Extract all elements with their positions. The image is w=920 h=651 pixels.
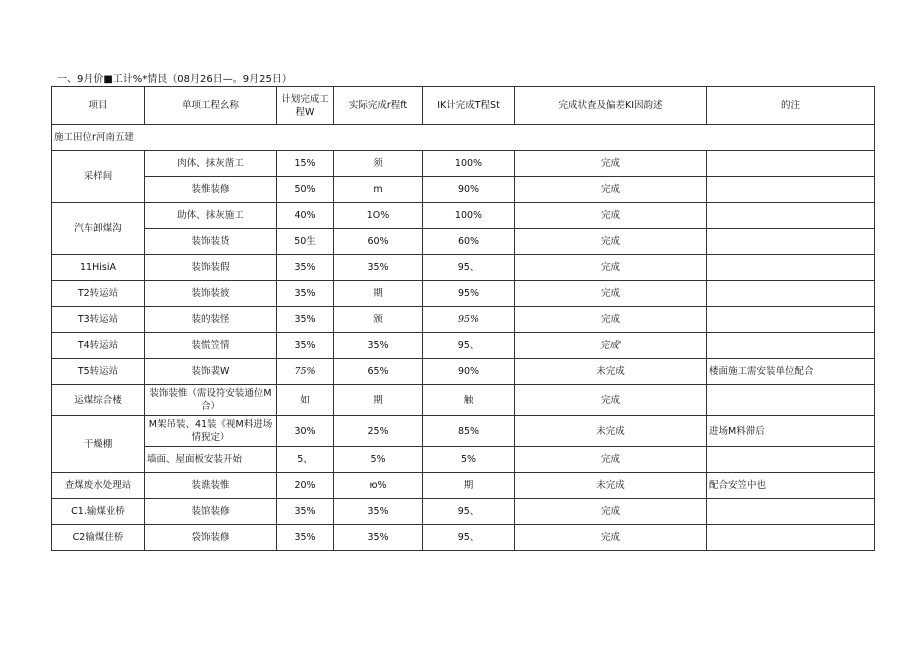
actual-cell: 期	[334, 281, 423, 307]
cumulative-cell: 100%	[423, 203, 515, 229]
cumulative-cell: 90%	[423, 177, 515, 203]
actual-cell: 35%	[334, 525, 423, 551]
project-cell: T3转运站	[52, 307, 145, 333]
cumulative-cell: 95、	[423, 499, 515, 525]
header-cell: 项目	[52, 87, 145, 125]
actual-cell: 颁	[334, 307, 423, 333]
project-cell: 查煤废水处理站	[52, 473, 145, 499]
item-cell: 装饰装假	[145, 255, 277, 281]
status-cell: 完成	[515, 499, 707, 525]
plan-cell: 35%	[277, 525, 334, 551]
cumulative-cell: 触	[423, 385, 515, 416]
project-cell: 干燥棚	[52, 416, 145, 473]
header-cell: 单项工程幺称	[145, 87, 277, 125]
note-cell	[707, 177, 875, 203]
item-cell: 装的装怪	[145, 307, 277, 333]
cumulative-cell: 95、	[423, 525, 515, 551]
cumulative-cell: 100%	[423, 151, 515, 177]
note-cell	[707, 447, 875, 473]
note-cell	[707, 151, 875, 177]
note-cell	[707, 307, 875, 333]
plan-cell: 75%	[277, 359, 334, 385]
item-cell: 袋饰装修	[145, 525, 277, 551]
note-cell	[707, 281, 875, 307]
actual-cell: 60%	[334, 229, 423, 255]
table-row	[52, 525, 875, 551]
actual-cell: 35%	[334, 333, 423, 359]
item-cell: 装饰装彼	[145, 281, 277, 307]
plan-cell: 50%	[277, 177, 334, 203]
construction-unit: 施工田位r河南五建	[52, 125, 875, 151]
project-cell: T4转运站	[52, 333, 145, 359]
cumulative-cell: 95%	[423, 307, 515, 333]
note-cell: 配合安笠中也	[707, 473, 875, 499]
item-cell: M架吊装、41装《视M料进场情猊定）	[145, 416, 277, 447]
project-cell: 11HisiA	[52, 255, 145, 281]
project-cell: T2转运站	[52, 281, 145, 307]
status-cell: 完成	[515, 385, 707, 416]
cumulative-cell: 期	[423, 473, 515, 499]
item-cell: 装饰装货	[145, 229, 277, 255]
plan-cell: 30%	[277, 416, 334, 447]
item-cell: 装饰裴W	[145, 359, 277, 385]
status-cell: 完成	[515, 447, 707, 473]
plan-cell: 35%	[277, 499, 334, 525]
item-cell: 装惟装修	[145, 177, 277, 203]
note-cell: 楼面施工需安装单位配合	[707, 359, 875, 385]
item-cell: 墙面、屋面板安装开始	[145, 447, 277, 473]
actual-cell: 35%	[334, 255, 423, 281]
status-cell: 完成	[515, 281, 707, 307]
actual-cell: 须	[334, 151, 423, 177]
table-row	[52, 473, 875, 499]
header-cell: IK计完成T程St	[423, 87, 515, 125]
table-row	[52, 385, 875, 416]
unit-row	[52, 125, 875, 151]
plan-cell: 40%	[277, 203, 334, 229]
table-row	[52, 203, 875, 229]
progress-table	[51, 86, 875, 551]
actual-cell: m	[334, 177, 423, 203]
project-cell: 汽车卸煤沟	[52, 203, 145, 255]
plan-cell: 如	[277, 385, 334, 416]
plan-cell: 35%	[277, 307, 334, 333]
status-cell: 完成	[515, 255, 707, 281]
plan-cell: 35%	[277, 255, 334, 281]
table-row	[52, 359, 875, 385]
table-row	[52, 151, 875, 177]
cumulative-cell: 95%	[423, 281, 515, 307]
header-cell: 计划完成工程W	[277, 87, 334, 125]
table-row	[52, 333, 875, 359]
project-cell: 采样间	[52, 151, 145, 203]
note-cell	[707, 499, 875, 525]
item-cell: 装馆装修	[145, 499, 277, 525]
table-row	[52, 255, 875, 281]
actual-cell: 35%	[334, 499, 423, 525]
header-cell: 的注	[707, 87, 875, 125]
cumulative-cell: 60%	[423, 229, 515, 255]
note-cell	[707, 333, 875, 359]
status-cell: 完成	[515, 307, 707, 333]
table-row	[52, 447, 875, 473]
actual-cell: 5%	[334, 447, 423, 473]
item-cell: 助体、抹灰施工	[145, 203, 277, 229]
note-cell	[707, 203, 875, 229]
status-cell: 未完成	[515, 416, 707, 447]
cumulative-cell: 95、	[423, 255, 515, 281]
note-cell	[707, 229, 875, 255]
actual-cell: 65%	[334, 359, 423, 385]
actual-cell: 25%	[334, 416, 423, 447]
header-row	[52, 87, 875, 125]
item-cell: 肉体、抹灰凿工	[145, 151, 277, 177]
status-cell: 未完成	[515, 359, 707, 385]
plan-cell: 5、	[277, 447, 334, 473]
plan-cell: 35%	[277, 333, 334, 359]
status-cell: 完成	[515, 177, 707, 203]
status-cell: 完成	[515, 525, 707, 551]
item-cell: 装谯装惟	[145, 473, 277, 499]
project-cell: 运煤综合楼	[52, 385, 145, 416]
table-row	[52, 499, 875, 525]
status-cell: 完成'	[515, 333, 707, 359]
actual-cell: 期	[334, 385, 423, 416]
header-cell: 完成状査及偏差KI因韵述	[515, 87, 707, 125]
table-row	[52, 229, 875, 255]
plan-cell: 50生	[277, 229, 334, 255]
project-cell: C1.输煤业桥	[52, 499, 145, 525]
status-cell: 完成	[515, 151, 707, 177]
note-cell	[707, 255, 875, 281]
cumulative-cell: 85%	[423, 416, 515, 447]
item-cell: 装饰装惟（需设符安装通位M合）	[145, 385, 277, 416]
plan-cell: 15%	[277, 151, 334, 177]
note-cell: 进场M料滞后	[707, 416, 875, 447]
plan-cell: 35%	[277, 281, 334, 307]
plan-cell: 20%	[277, 473, 334, 499]
item-cell: 装慌笠情	[145, 333, 277, 359]
table-row	[52, 416, 875, 447]
table-row	[52, 281, 875, 307]
cumulative-cell: 5%	[423, 447, 515, 473]
header-cell: 实际完成r程ft	[334, 87, 423, 125]
table-row	[52, 307, 875, 333]
status-cell: 未完成	[515, 473, 707, 499]
status-cell: 完成	[515, 203, 707, 229]
project-cell: C2输煤住桥	[52, 525, 145, 551]
document-title: 一、9月价■工计%*情艮（08月26日—。9月25日）	[57, 74, 292, 85]
table-row	[52, 177, 875, 203]
note-cell	[707, 525, 875, 551]
status-cell: 完成	[515, 229, 707, 255]
project-cell: T5转运站	[52, 359, 145, 385]
actual-cell: ю%	[334, 473, 423, 499]
cumulative-cell: 90%	[423, 359, 515, 385]
cumulative-cell: 95、	[423, 333, 515, 359]
note-cell	[707, 385, 875, 416]
actual-cell: 1O%	[334, 203, 423, 229]
